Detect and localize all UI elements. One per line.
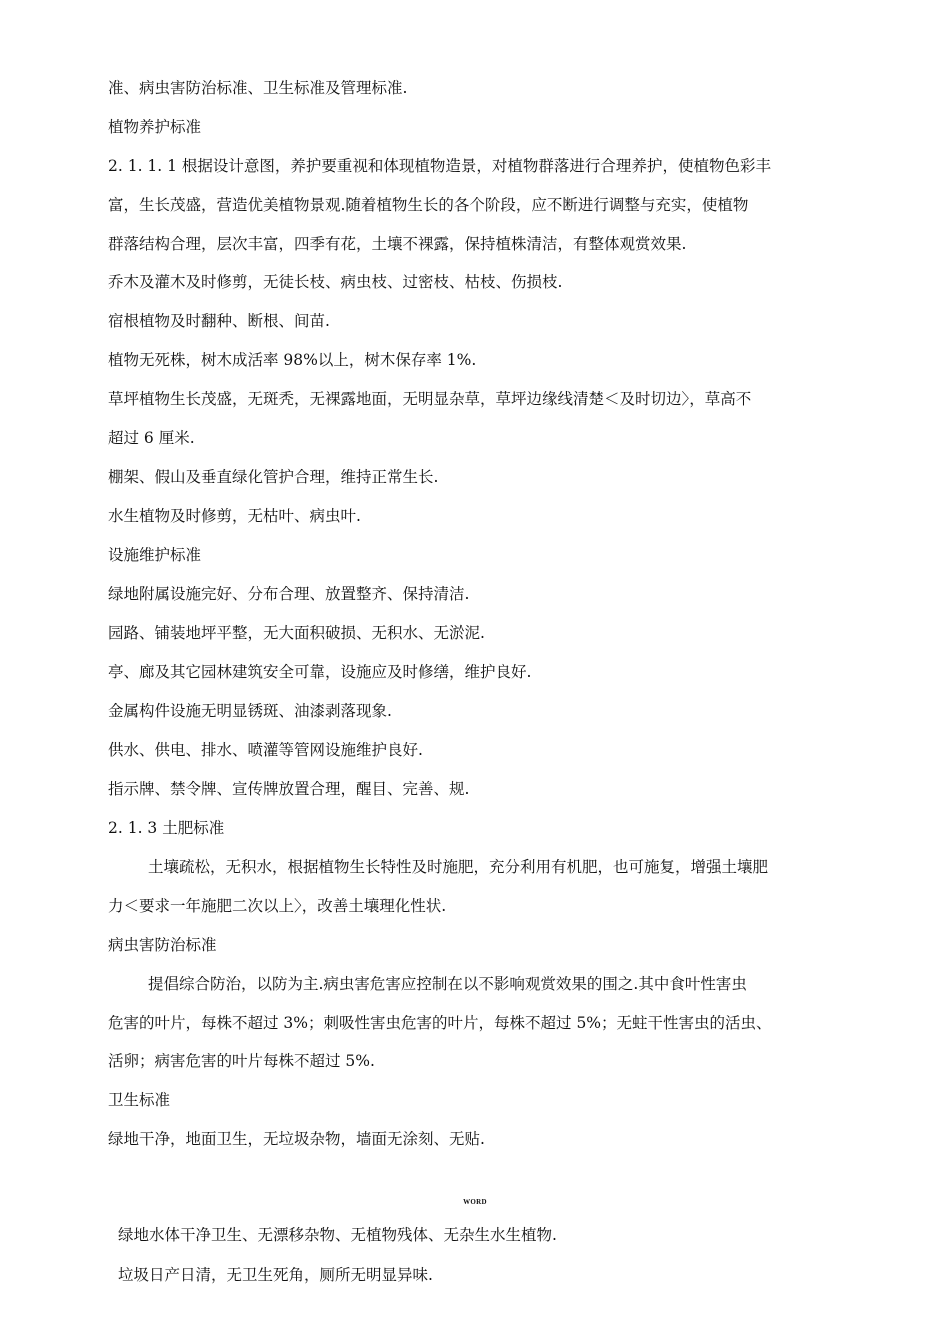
text-line: 力＜要求一年施肥二次以上〉，改善土壤理化性状. <box>108 897 447 915</box>
text-line: 危害的叶片，每株不超过 3%；刺吸性害虫危害的叶片，每株不超过 5%；无蛀干性害虫的活虫、 <box>108 1014 772 1032</box>
text-line: 富，生长茂盛，营造优美植物景观.随着植物生长的各个阶段，应不断进行调整与充实，使植物 <box>108 196 749 214</box>
text-line: 乔木及灌木及时修剪，无徒长枝、病虫枝、过密枝、枯枝、伤损枝. <box>108 273 563 291</box>
section-heading-plant-care: 植物养护标准 <box>108 118 202 136</box>
text-line: 绿地干净，地面卫生，无垃圾杂物，墙面无涂刻、无贴. <box>108 1130 485 1148</box>
page-footer-label: WORD <box>463 1198 487 1206</box>
text-line: 供水、供电、排水、喷灌等管网设施维护良好. <box>108 741 423 759</box>
section-heading-hygiene: 卫生标准 <box>108 1091 171 1109</box>
text-line: 土壤疏松，无积水，根据植物生长特性及时施肥，充分利用有机肥，也可施复，增强土壤肥 <box>148 858 769 876</box>
text-line: 准、病虫害防治标准、卫生标准及管理标准. <box>108 79 408 97</box>
text-line: 园路、铺装地坪平整，无大面积破损、无积水、无淤泥. <box>108 624 485 642</box>
text-line: 宿根植物及时翻种、断根、间苗. <box>108 312 330 330</box>
text-line: 群落结构合理，层次丰富，四季有花，土壤不裸露，保持植株清洁，有整体观赏效果. <box>108 235 687 253</box>
text-line: 超过 6 厘米. <box>108 429 195 447</box>
text-line: 2. 1. 1. 1 根据设计意图，养护要重视和体现植物造景，对植物群落进行合理养护，使植物色彩丰 <box>108 157 771 175</box>
section-heading-pest: 病虫害防治标准 <box>108 936 217 954</box>
text-line: 亭、廊及其它园林建筑安全可靠，设施应及时修缮，维护良好. <box>108 663 532 681</box>
text-line: 水生植物及时修剪，无枯叶、病虫叶. <box>108 507 361 525</box>
section-heading-soil: 2. 1. 3 土肥标准 <box>108 819 225 837</box>
text-line: 棚架、假山及垂直绿化管护合理，维持正常生长. <box>108 468 439 486</box>
text-line: 金属构件设施无明显锈斑、油漆剥落现象. <box>108 702 392 720</box>
text-line: 活卵；病害危害的叶片每株不超过 5%. <box>108 1052 375 1070</box>
text-line: 植物无死株，树木成活率 98%以上，树木保存率 1%. <box>108 351 477 369</box>
text-line: 绿地附属设施完好、分布合理、放置整齐、保持清洁. <box>108 585 470 603</box>
section-heading-facility: 设施维护标准 <box>108 546 202 564</box>
text-line: 指示牌、禁令牌、宣传牌放置合理，醒目、完善、规. <box>108 780 470 798</box>
text-line: 绿地水体干净卫生、无漂移杂物、无植物残体、无杂生水生植物. <box>118 1226 557 1244</box>
text-line: 垃圾日产日清，无卫生死角，厕所无明显异味. <box>118 1266 433 1284</box>
text-line: 提倡综合防治，以防为主.病虫害危害应控制在以不影响观赏效果的围之.其中食叶性害虫 <box>148 975 747 993</box>
text-line: 草坪植物生长茂盛，无斑秃，无裸露地面，无明显杂草，草坪边缘线清楚＜及时切边〉，草高不 <box>108 390 752 408</box>
